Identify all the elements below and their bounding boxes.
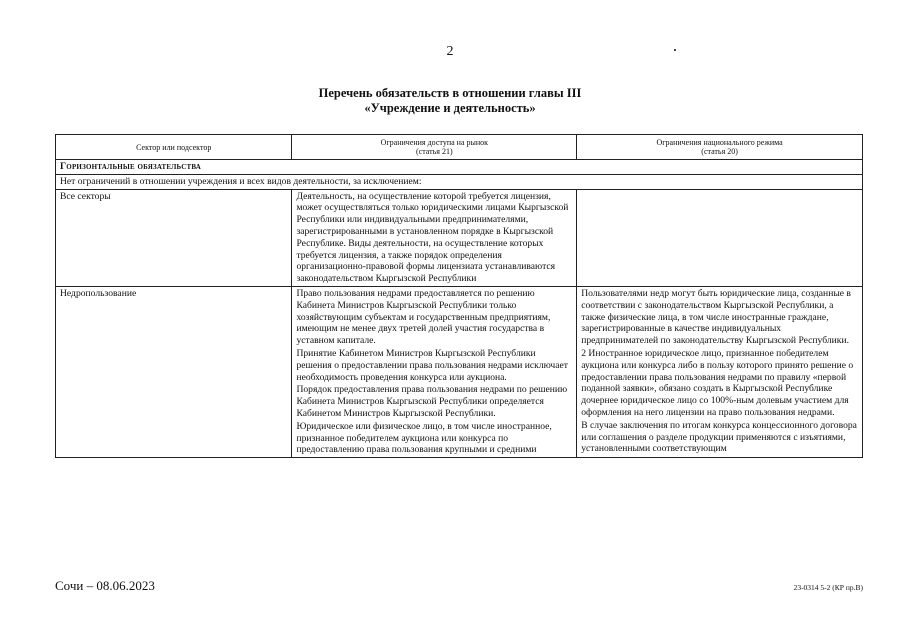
intro-text: Нет ограничений в отношении учреждения и всех видов деятельности, за исключением: bbox=[56, 174, 863, 189]
intro-row bbox=[56, 174, 863, 189]
market-access-paragraph: Деятельность, на осуществление которой требуется лицензия, может осуществляться только юридическими лицами Кыргызской Республики или индивидуальными предпринимателями, зарегистрированными в установленном порядке в Кыргызской Республике. Виды деятельности, на осуществление которых требуется лицензия, а также порядок определения организационно-правовой формы лицензиата устанавливаются законодательством Кыргызской Республики bbox=[296, 190, 569, 285]
sector-cell: Недропользование bbox=[56, 286, 292, 457]
table-row bbox=[56, 189, 863, 286]
market-access-cell bbox=[292, 286, 577, 457]
market-access-paragraph: Принятие Кабинетом Министров Кыргызской Республики решения о предоставлении права пользования недрами исключает необходимость проведения конкурса или аукциона. bbox=[296, 347, 568, 383]
footer-location-date: Сочи – 08.06.2023 bbox=[55, 578, 155, 593]
market-access-paragraph: Порядок предоставления права пользования недрами по решению Кабинета Министров Кыргызской Республики определяется Кабинетом Министров Кыргызской Республики. bbox=[296, 384, 568, 419]
header-national-treatment bbox=[577, 135, 863, 160]
header-market-access-line1: Ограничения доступа на рынок bbox=[380, 138, 489, 147]
title-line-1: Перечень обязательств в отношении главы III bbox=[318, 86, 582, 100]
national-treatment-paragraph: 2 Иностранное юридическое лицо, признанное победителем аукциона или конкурса либо в пользу которого принято решение о предоставлении права пользования недрами по правилу «первой поданной заявки», обязано создать в Кыргызской Республике дочернее юридическое лицо со 100%-ным долевым участием для оформления на него лицензии на право пользования недрами. bbox=[581, 347, 854, 418]
national-treatment-paragraph: В случае заключения по итогам конкурса концессионного договора или соглашения о разделе продукции применяются с изъятиями, установленными соответствующим bbox=[581, 419, 857, 455]
national-treatment-cell bbox=[577, 286, 863, 457]
header-market-access bbox=[292, 135, 577, 160]
footer-document-code: 23-0314 5-2 (КР пр.В) bbox=[793, 583, 863, 592]
document-title bbox=[0, 86, 900, 116]
market-access-paragraph: Право пользования недрами предоставляется по решению Кабинета Министров Кыргызской Республики только хозяйствующим субъектам и государственным предприятиям, имеющим не менее двух третей долей участия государства в уставном капитале. bbox=[296, 287, 551, 347]
section-title: Горизонтальные обязательства bbox=[56, 160, 863, 175]
page-number: 2 bbox=[446, 44, 454, 59]
market-access-paragraph: Юридическое или физическое лицо, в том числе иностранное, признанное победителем аукциона или конкурса по предоставлению права пользования крупными и средними bbox=[296, 420, 552, 456]
header-national-treatment-line1: Ограничения национального режима bbox=[656, 138, 783, 147]
market-access-content bbox=[296, 288, 572, 456]
sector-cell: Все секторы bbox=[56, 189, 292, 286]
header-sector: Сектор или подсектор bbox=[56, 135, 292, 160]
section-row bbox=[56, 160, 863, 175]
table-header-row bbox=[56, 135, 863, 160]
national-treatment-content bbox=[581, 288, 858, 455]
national-treatment-cell bbox=[577, 189, 863, 286]
commitments-table bbox=[55, 134, 863, 458]
market-access-cell bbox=[292, 189, 577, 286]
header-national-treatment-line2: (статья 20) bbox=[701, 147, 738, 156]
stray-dot bbox=[674, 49, 676, 51]
header-market-access-line2: (статья 21) bbox=[416, 147, 453, 156]
table-row bbox=[56, 286, 863, 457]
national-treatment-paragraph: Пользователями недр могут быть юридические лица, созданные в соответствии с законодательством Кыргызской Республики, а также физические лица, в том числе иностранные граждане, зарегистрированные в качестве индивидуальных предпринимателей по законодательству Кыргызской Республики. bbox=[581, 287, 851, 347]
title-line-2: «Учреждение и деятельность» bbox=[364, 101, 536, 115]
